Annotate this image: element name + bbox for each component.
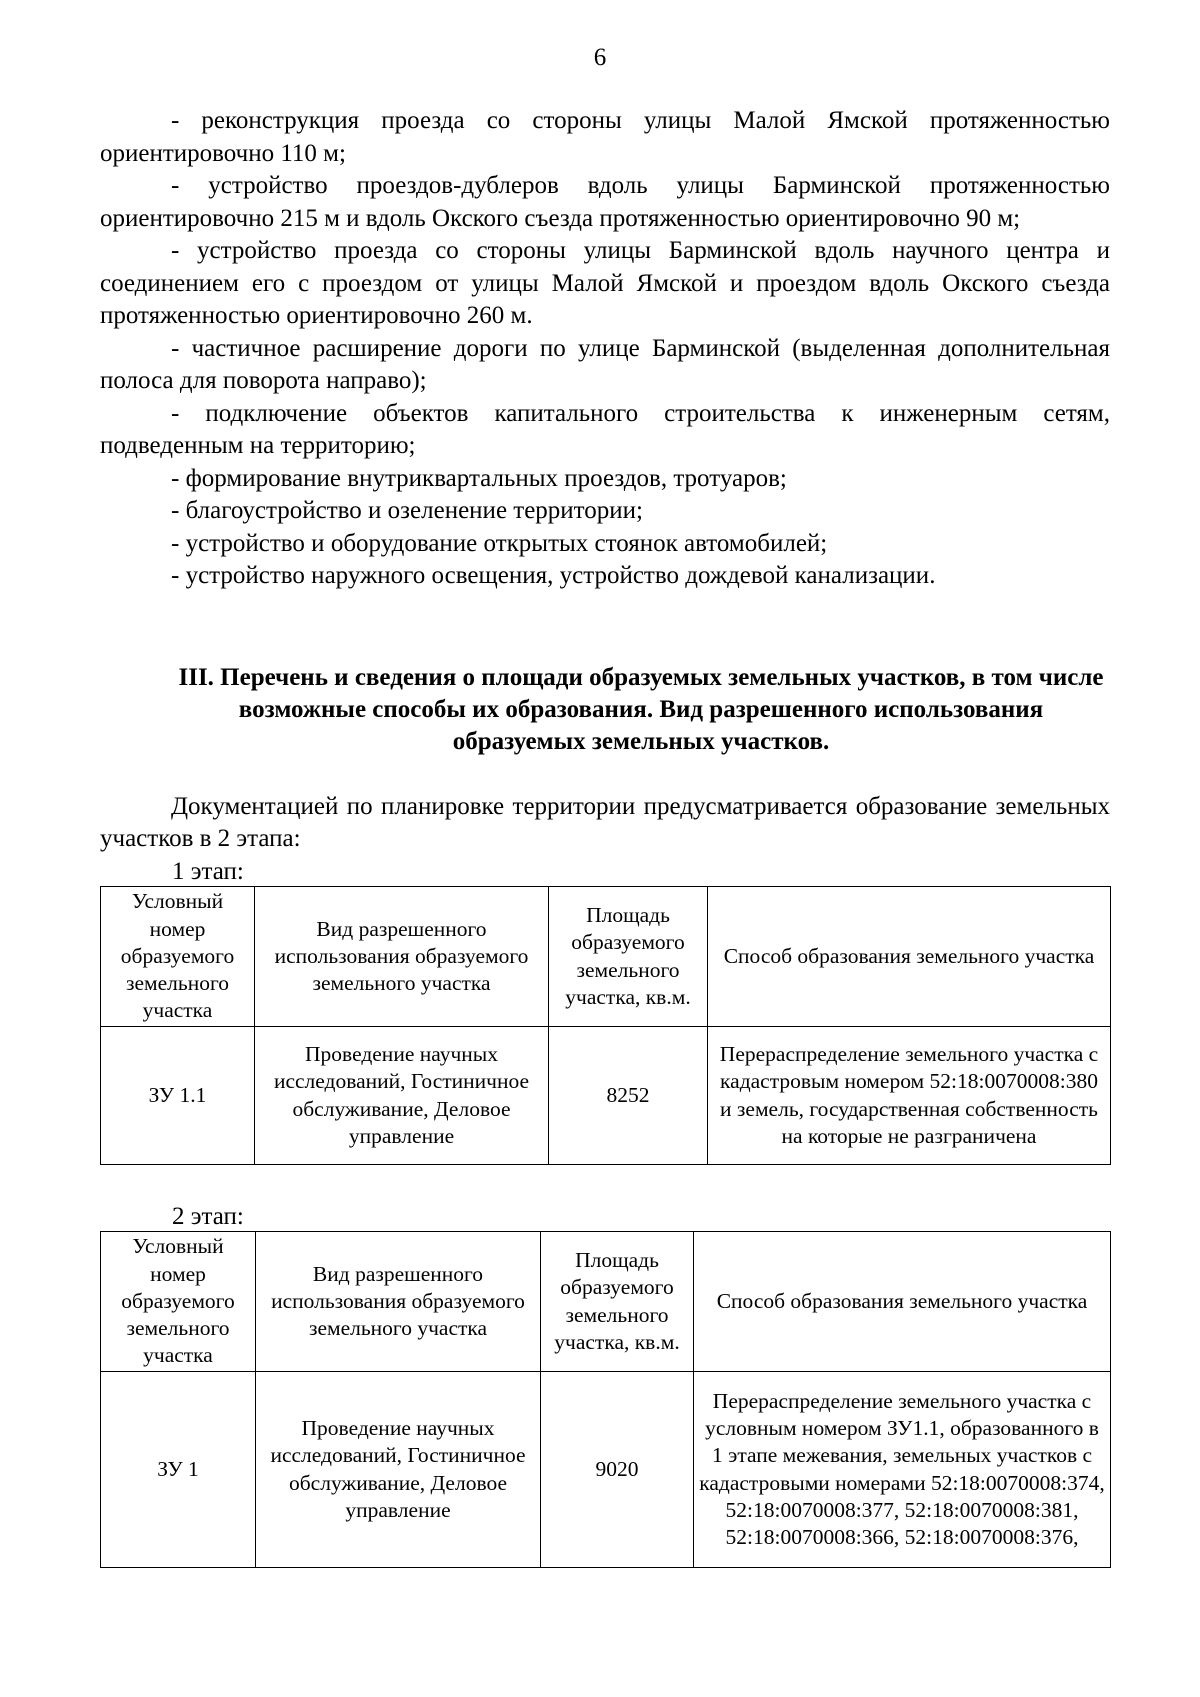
section-heading: III. Перечень и сведения о площади образуемых земельных участков, в том числе возможные способы их образования. Вид разрешенного использования образуемых земельных участков. <box>178 664 1104 755</box>
list-item: - устройство проездов-дублеров вдоль улицы Барминской протяженностью ориентировочно 215 м и вдоль Окского съезда протяженностью ориентировочно 90 м; <box>100 172 1110 232</box>
list-item: - реконструкция проезда со стороны улицы Малой Ямской протяженностью ориентировочно 110 м; <box>100 107 1110 167</box>
stage2-label: 2 этап: <box>172 1203 244 1230</box>
header-number: Условный номер образуемого земельного участка <box>101 1232 256 1372</box>
cell-method: Перераспределение земельного участка с условным номером ЗУ1.1, образованного в 1 этапе межевания, земельных участков с кадастровыми номерами 52:18:0070008:374, 52:18:0070008:377, 52:18:0070008:381, 52:18:0070008:366, 52:18:0070008:376, <box>694 1372 1111 1568</box>
cell-number: ЗУ 1 <box>101 1372 256 1568</box>
stage2-table <box>100 1231 1111 1568</box>
work-list <box>100 105 1110 593</box>
cell-area: 9020 <box>541 1372 694 1568</box>
list-item: - благоустройство и озеленение территории; <box>171 497 643 524</box>
header-number: Условный номер образуемого земельного участка <box>101 887 255 1027</box>
header-method: Способ образования земельного участка <box>694 1232 1111 1372</box>
cell-method: Перераспределение земельного участка с кадастровым номером 52:18:0070008:380 и земель, государственная собственность на которые не разграничена <box>708 1027 1111 1165</box>
stage1-label: 1 этап: <box>172 858 244 885</box>
table-header-row <box>101 1232 1111 1372</box>
header-area: Площадь образуемого земельного участка, кв.м. <box>549 887 708 1027</box>
stage1-table <box>100 886 1111 1165</box>
page-number: 6 <box>593 44 607 71</box>
list-item: - устройство наружного освещения, устройство дождевой канализации. <box>171 562 936 589</box>
list-item: - частичное расширение дороги по улице Барминской (выделенная дополнительная полоса для поворота направо); <box>100 334 1110 394</box>
table-header-row <box>101 887 1111 1027</box>
header-method: Способ образования земельного участка <box>708 887 1111 1027</box>
header-use: Вид разрешенного использования образуемого земельного участка <box>255 887 549 1027</box>
header-use: Вид разрешенного использования образуемого земельного участка <box>256 1232 541 1372</box>
table-row <box>101 1372 1111 1568</box>
table-row <box>101 1027 1111 1165</box>
list-item: - формирование внутриквартальных проездов, тротуаров; <box>171 464 787 492</box>
cell-use: Проведение научных исследований, Гостиничное обслуживание, Деловое управление <box>255 1027 549 1165</box>
header-area: Площадь образуемого земельного участка, кв.м. <box>541 1232 694 1372</box>
list-item: - устройство проезда со стороны улицы Барминской вдоль научного центра и соединением его с проездом от улицы Малой Ямской и проездом вдоль Окского съезда протяженностью ориентировочно 260 м. <box>100 237 1110 329</box>
cell-use: Проведение научных исследований, Гостиничное обслуживание, Деловое управление <box>256 1372 541 1568</box>
intro-paragraph: Документацией по планировке территории предусматривается образование земельных участков в 2 этапа: <box>100 793 1110 852</box>
cell-area: 8252 <box>549 1027 708 1165</box>
list-item: - подключение объектов капитального строительства к инженерным сетям, подведенным на территорию; <box>100 399 1110 459</box>
cell-number: ЗУ 1.1 <box>101 1027 255 1165</box>
list-item: - устройство и оборудование открытых стоянок автомобилей; <box>171 529 828 557</box>
